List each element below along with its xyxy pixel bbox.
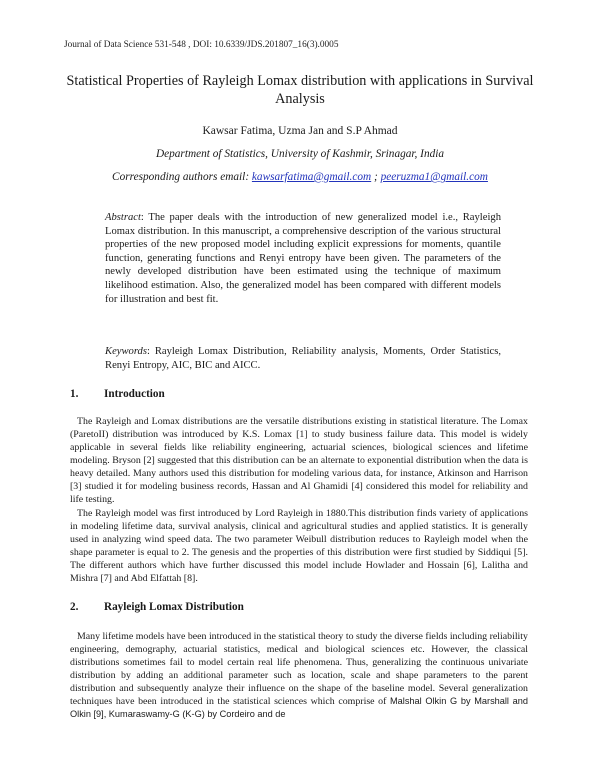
title-line-2: Analysis — [275, 91, 325, 107]
email-separator: ; — [371, 171, 381, 183]
email-link-1[interactable]: kawsarfatima@gmail.com — [251, 171, 372, 183]
section-2-text-serif: Many lifetime models have been introduced in the statistical theory to study the diverse fields including reliability engineering, demography, actuarial statistics, medical and biological sciences etc. However, the classical distributions sometimes fail to model certain real life phenomena. Thus, generalizing the continuous univariate distribution by adding an additional parameter such as location, scale and shape parameters to the parent distribution and subsequently analyze their influence on the shape of the baseline model. Several generalization techniques have been introduced in the statistical sciences which comprise of — [70, 631, 528, 708]
keywords — [105, 345, 501, 372]
corresponding-label: Corresponding authors email: — [112, 171, 252, 183]
affiliation: Department of Statistics, University of Kashmir, Srinagar, India — [155, 148, 445, 160]
author-list: Kawsar Fatima, Uzma Jan and S.P Ahmad — [202, 125, 398, 137]
email-link-2[interactable]: peeruzma1@gmail.com — [380, 171, 488, 183]
section-1-paragraph-1: The Rayleigh and Lomax distributions are the versatile distributions existing in statistical literature. The Lomax (ParetoII) distribution was introduced by K.S. Lomax [1] to study business failure data. This model is widely applicable in several fields like reliability engineering, actuarial sciences, biological sciences and lifetime modeling. Bryson [2] suggested that this distribution can be an alternate to exponential distribution when the data is heavy detailed. Many authors used this distribution for modeling various data, for instance, Atkinson and Harrison [3] studied it for modeling business records, Hassan and Al Ghamidi [4] considered this model for reliability and life testing. — [70, 416, 528, 506]
section-1-number: 1. — [70, 388, 79, 400]
abstract-text: : The paper deals with the introduction of new generalized model i.e., Rayleigh Lomax distribution. In this manuscript, a comprehensive description of the various structural properties of the new proposed model including explicit expressions for moments, quantile function, generating functions and Renyi entropy have been given. The parameters of the newly developed distribution have been estimated using the technique of maximum likelihood estimation. Also, the generalized model has been compared with different models for illustration and best fit. — [105, 212, 501, 305]
section-2-text-sans: Malshal Olkin G by Marshall and Olkin [9], Kumaraswamy-G (K-G) by Cordeiro and de — [70, 696, 528, 720]
title-line-1: Statistical Properties of Rayleigh Lomax distribution with applications in Survival — [66, 73, 534, 89]
section-2-paragraph-1 — [70, 630, 528, 721]
section-1-heading: Introduction — [104, 388, 165, 400]
abstract — [105, 211, 501, 306]
corresponding-email-line — [0, 171, 600, 183]
section-2-number: 2. — [70, 601, 79, 613]
section-2-heading: Rayleigh Lomax Distribution — [104, 601, 244, 613]
paper-title — [60, 72, 540, 108]
journal-citation: Journal of Data Science 531-548 , DOI: 10.6339/JDS.201807_16(3).0005 — [64, 40, 339, 50]
keywords-text: : Rayleigh Lomax Distribution, Reliability analysis, Moments, Order Statistics, Renyi Entropy, AIC, BIC and AICC. — [105, 346, 501, 371]
keywords-label: Keywords — [105, 346, 147, 357]
abstract-label: Abstract — [105, 212, 141, 223]
section-1-paragraph-2: The Rayleigh model was first introduced by Lord Rayleigh in 1880.This distribution finds variety of applications in modeling lifetime data, survival analysis, clinical and agricultural studies and applied statistics. It is generally used in analyzing wind speed data. The two parameter Weibull distribution reduces to Rayleigh model when the shape parameter is equal to 2. The genesis and the properties of this distribution were first studied by Siddiqui [5]. The different authors which have further discussed this model include Howlader and Hossain [6], Lalitha and Mishra [7] and Abd Elfattah [8]. — [70, 508, 528, 585]
